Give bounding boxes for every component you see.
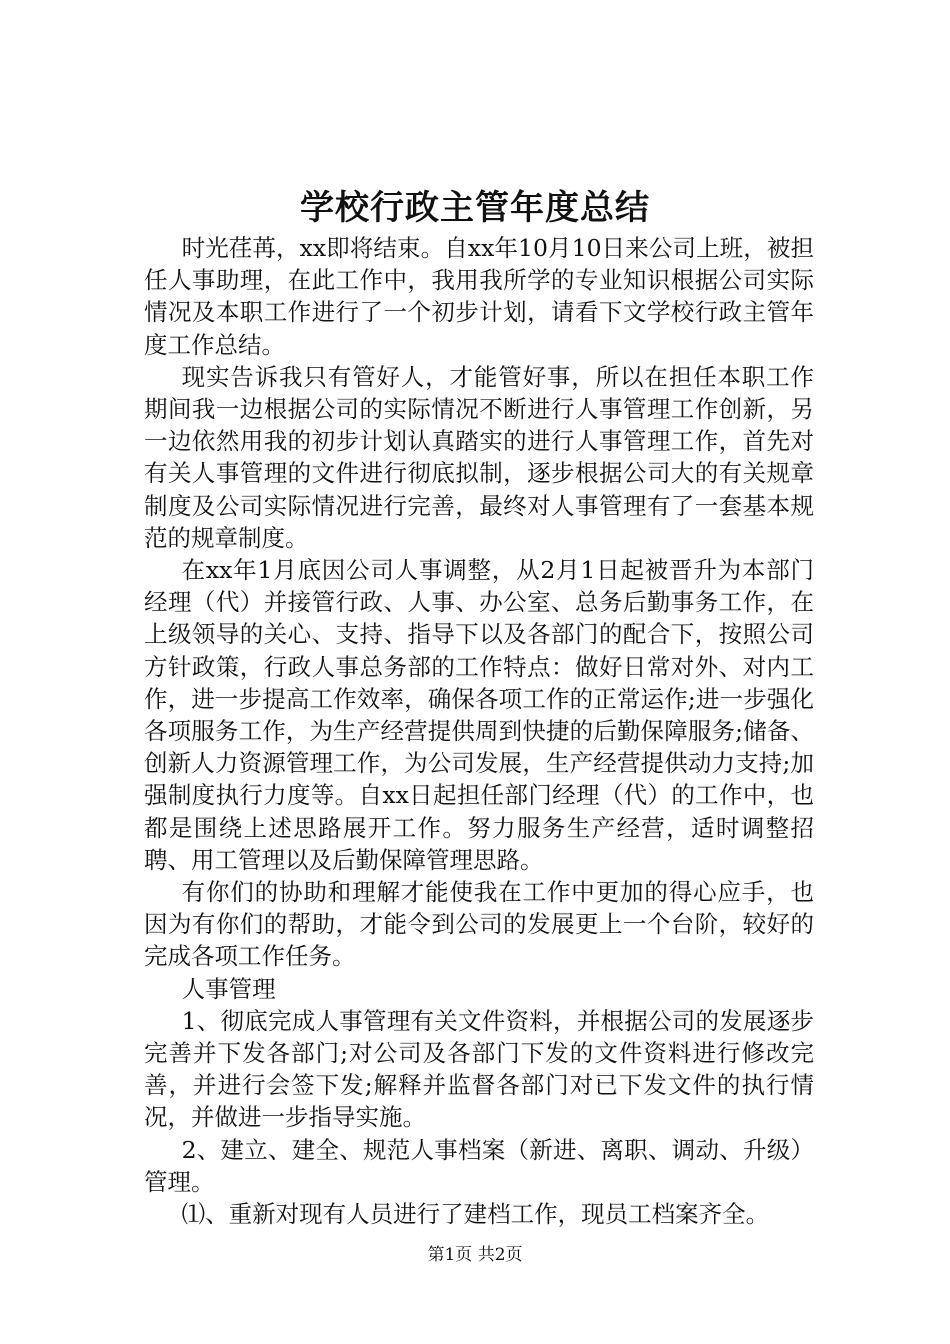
document-title: 学校行政主管年度总结 [300, 188, 650, 228]
section-heading-hr: 人事管理 [181, 974, 276, 1003]
list-subitem-1: ⑴、重新对现有人员进行了建档工作，现员工档案齐全。 [181, 1200, 770, 1229]
paragraph-promotion: 在xx年1月底因公司人事调整，从2月1日起被晋升为本部门经理（代）并接管行政、人事、办公室、总务后勤事务工作，在上级领导的关心、支持、指导下以及各部门的配合下，按照公司方针政策，行政人事总务部的工作特点：做好日常对外、对内工作，进一步提高工作效率，确保各项工作的正常运作;进一步强化各项服务工作，为生产经营提供周到快捷的后勤保障服务;储备、创新人力资源管理工作，为公司发展，生产经营提供动力支持;加强制度执行力度等。自xx日起担任部门经理（代）的工作中，也都是围绕上述思路展开工作。努力服务生产经营，适时调整招聘、用工管理以及后勤保障管理思路。 [144, 556, 814, 874]
paragraph-management: 现实告诉我只有管好人，才能管好事，所以在担任本职工作期间我一边根据公司的实际情况不断进行人事管理工作创新，另一边依然用我的初步计划认真踏实的进行人事管理工作，首先对有关人事管理的文件进行彻底拟制，逐步根据公司大的有关规章制度及公司实际情况进行完善，最终对人事管理有了一套基本规范的规章制度。 [144, 362, 814, 552]
paragraph-thanks: 有你们的协助和理解才能使我在工作中更加的得心应手，也因为有你们的帮助，才能令到公司的发展更上一个台阶，较好的完成各项工作任务。 [144, 878, 814, 971]
page-footer: 第1页 共2页 [427, 1245, 523, 1265]
document-body [144, 232, 814, 1230]
list-item-1: 1、彻底完成人事管理有关文件资料，并根据公司的发展逐步完善并下发各部门;对公司及各部门下发的文件资料进行修改完善，并进行会签下发;解释并监督各部门对已下发文件的执行情况，并做进一步指导实施。 [144, 1006, 814, 1132]
list-item-2: 2、建立、建全、规范人事档案（新进、离职、调动、升级）管理。 [144, 1135, 814, 1196]
paragraph-intro: 时光荏苒，xx即将结束。自xx年10月10日来公司上班，被担任人事助理，在此工作中，我用我所学的专业知识根据公司实际情况及本职工作进行了一个初步计划，请看下文学校行政主管年度工作总结。 [144, 234, 814, 359]
